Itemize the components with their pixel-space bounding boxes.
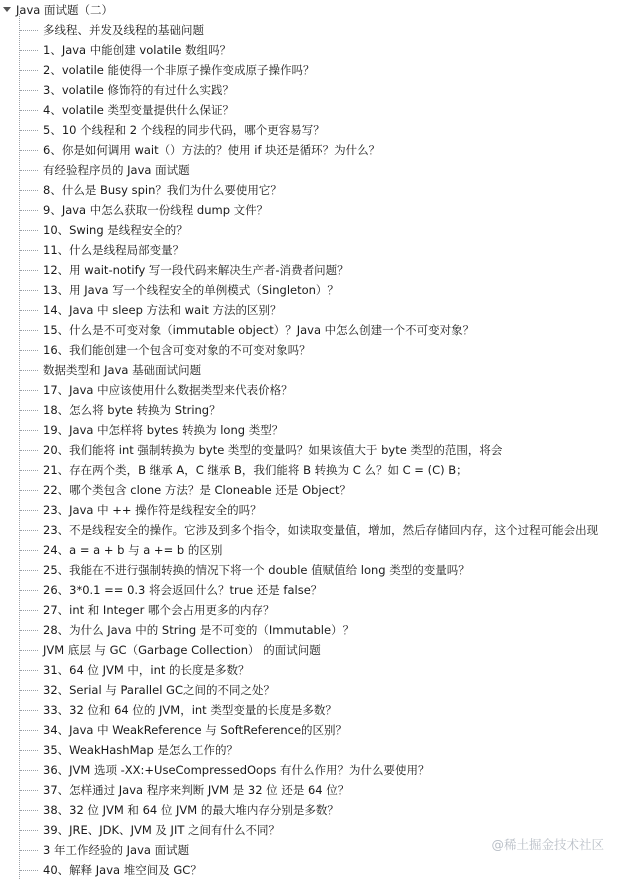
tree-item-label: 6、你是如何调用 wait（）方法的？使用 if 块还是循环？为什么？ [43, 143, 381, 157]
tree-item[interactable] [0, 400, 624, 420]
tree-item-label: 16、我们能创建一个包含可变对象的不可变对象吗？ [43, 343, 311, 357]
tree-item[interactable] [0, 40, 624, 60]
tree-item[interactable] [0, 580, 624, 600]
tree-item[interactable] [0, 420, 624, 440]
tree-item-label: 12、用 wait-notify 写一段代码来解决生产者-消费者问题？ [43, 263, 349, 277]
collapse-arrow-icon[interactable] [3, 6, 12, 15]
tree-item-label: 有经验程序员的 Java 面试题 [43, 163, 190, 177]
tree-item[interactable] [0, 260, 624, 280]
tree-item[interactable] [0, 120, 624, 140]
tree-item[interactable] [0, 200, 624, 220]
tree-item-label: 5、10 个线程和 2 个线程的同步代码，哪个更容易写？ [43, 123, 325, 137]
tree-item[interactable] [0, 600, 624, 620]
tree-item-label: 3 年工作经验的 Java 面试题 [43, 843, 190, 857]
tree-item[interactable] [0, 560, 624, 580]
tree-item-label: JVM 底层 与 GC（Garbage Collection） 的面试问题 [43, 643, 321, 657]
tree-item[interactable] [0, 60, 624, 80]
tree-item-label: 11、什么是线程局部变量？ [43, 243, 185, 257]
tree-item-label: 2、volatile 能使得一个非原子操作变成原子操作吗？ [43, 63, 315, 77]
tree-item[interactable] [0, 440, 624, 460]
tree-item[interactable] [0, 300, 624, 320]
tree-item[interactable] [0, 20, 624, 40]
tree-item-label: 27、int 和 Integer 哪个会占用更多的内存？ [43, 603, 275, 617]
tree-item[interactable] [0, 740, 624, 760]
tree-item-label: 15、什么是不可变对象（immutable object）？Java 中怎么创建一个不可变对象？ [43, 323, 475, 337]
tree-item[interactable] [0, 380, 624, 400]
tree-item-label: 39、JRE、JDK、JVM 及 JIT 之间有什么不同？ [43, 823, 281, 837]
tree-item[interactable] [0, 680, 624, 700]
tree-item-label: 32、Serial 与 Parallel GC之间的不同之处？ [43, 683, 275, 697]
tree-item-label: 35、WeakHashMap 是怎么工作的？ [43, 743, 239, 757]
tree-item-label: 17、Java 中应该使用什么数据类型来代表价格？ [43, 383, 293, 397]
tree-item[interactable] [0, 320, 624, 340]
tree-item[interactable] [0, 620, 624, 640]
tree-item-label: 31、64 位 JVM 中，int 的长度是多数？ [43, 663, 250, 677]
tree-item[interactable] [0, 860, 624, 880]
tree-item[interactable] [0, 140, 624, 160]
tree-item[interactable] [0, 780, 624, 800]
tree-item-label: 28、为什么 Java 中的 String 是不可变的（Immutable）？ [43, 623, 355, 637]
tree-item[interactable] [0, 520, 624, 540]
tree-item-label: 18、怎么将 byte 转换为 String？ [43, 403, 221, 417]
tree-item-label: 14、Java 中 sleep 方法和 wait 方法的区别？ [43, 303, 282, 317]
tree-item[interactable] [0, 360, 624, 380]
tree-item-label: 13、用 Java 写一个线程安全的单例模式（Singleton）？ [43, 283, 339, 297]
tree-item[interactable] [0, 220, 624, 240]
tree-item[interactable] [0, 80, 624, 100]
tree-item-label: 20、我们能将 int 强制转换为 byte 类型的变量吗？如果该值大于 byte 类型的范围，将会 [43, 443, 503, 457]
tree-item-label: 8、什么是 Busy spin？我们为什么要使用它？ [43, 183, 282, 197]
tree-children [0, 20, 624, 880]
tree-item[interactable] [0, 480, 624, 500]
tree-item-label: 33、32 位和 64 位的 JVM，int 类型变量的长度是多数？ [43, 703, 337, 717]
tree-item[interactable] [0, 660, 624, 680]
tree-item[interactable] [0, 240, 624, 260]
tree-item-label: 22、哪个类包含 clone 方法？是 Cloneable 还是 Object？ [43, 483, 352, 497]
tree-item-label: 1、Java 中能创建 volatile 数组吗？ [43, 43, 232, 57]
tree-item[interactable] [0, 160, 624, 180]
tree-item[interactable] [0, 460, 624, 480]
tree-item[interactable] [0, 340, 624, 360]
tree-root-node[interactable] [0, 0, 113, 20]
tree-item-label: 37、怎样通过 Java 程序来判断 JVM 是 32 位 还是 64 位？ [43, 783, 350, 797]
tree-item[interactable] [0, 760, 624, 780]
tree-item-label: 19、Java 中怎样将 bytes 转换为 long 类型？ [43, 423, 284, 437]
tree-item-label: 36、JVM 选项 -XX:+UseCompressedOops 有什么作用？为什么要使用？ [43, 763, 430, 777]
tree-item[interactable] [0, 720, 624, 740]
tree-item-label: 23、Java 中 ++ 操作符是线程安全的吗？ [43, 503, 262, 517]
tree-item-label: 4、volatile 类型变量提供什么保证？ [43, 103, 235, 117]
tree-item-label: 9、Java 中怎么获取一份线程 dump 文件？ [43, 203, 269, 217]
tree-item[interactable] [0, 100, 624, 120]
tree-item[interactable] [0, 180, 624, 200]
tree-item[interactable] [0, 540, 624, 560]
tree-item-label: 40、解释 Java 堆空间及 GC？ [43, 863, 202, 877]
tree-item-label: 24、a = a + b 与 a += b 的区别 [43, 543, 223, 557]
tree-item-label: 25、我能在不进行强制转换的情况下将一个 double 值赋值给 long 类型的变量吗？ [43, 563, 470, 577]
tree-item[interactable] [0, 800, 624, 820]
tree-item-label: 3、volatile 修饰符的有过什么实践？ [43, 83, 235, 97]
tree-item-label: 10、Swing 是线程安全的？ [43, 223, 188, 237]
watermark: @稀土掘金技术社区 [491, 837, 604, 852]
tree-item-label: 34、Java 中 WeakReference 与 SoftReference的区别？ [43, 723, 348, 737]
tree-item-label: 21、存在两个类，B 继承 A，C 继承 B，我们能将 B 转换为 C 么？如 C = (C) B； [43, 463, 468, 477]
tree-root-label: Java 面试题（二） [16, 3, 113, 17]
tree-item-label: 多线程、并发及线程的基础问题 [43, 23, 204, 37]
tree-item-label: 26、3*0.1 == 0.3 将会返回什么？true 还是 false？ [43, 583, 323, 597]
tree-item[interactable] [0, 700, 624, 720]
tree-item-label: 23、不是线程安全的操作。它涉及到多个指令，如读取变量值，增加，然后存储回内存，这个过程可能会出现 [43, 523, 599, 537]
tree-item[interactable] [0, 640, 624, 660]
tree-item[interactable] [0, 500, 624, 520]
tree-item-label: 数据类型和 Java 基础面试问题 [43, 363, 202, 377]
tree-item-label: 38、32 位 JVM 和 64 位 JVM 的最大堆内存分别是多数？ [43, 803, 339, 817]
tree-item[interactable] [0, 280, 624, 300]
